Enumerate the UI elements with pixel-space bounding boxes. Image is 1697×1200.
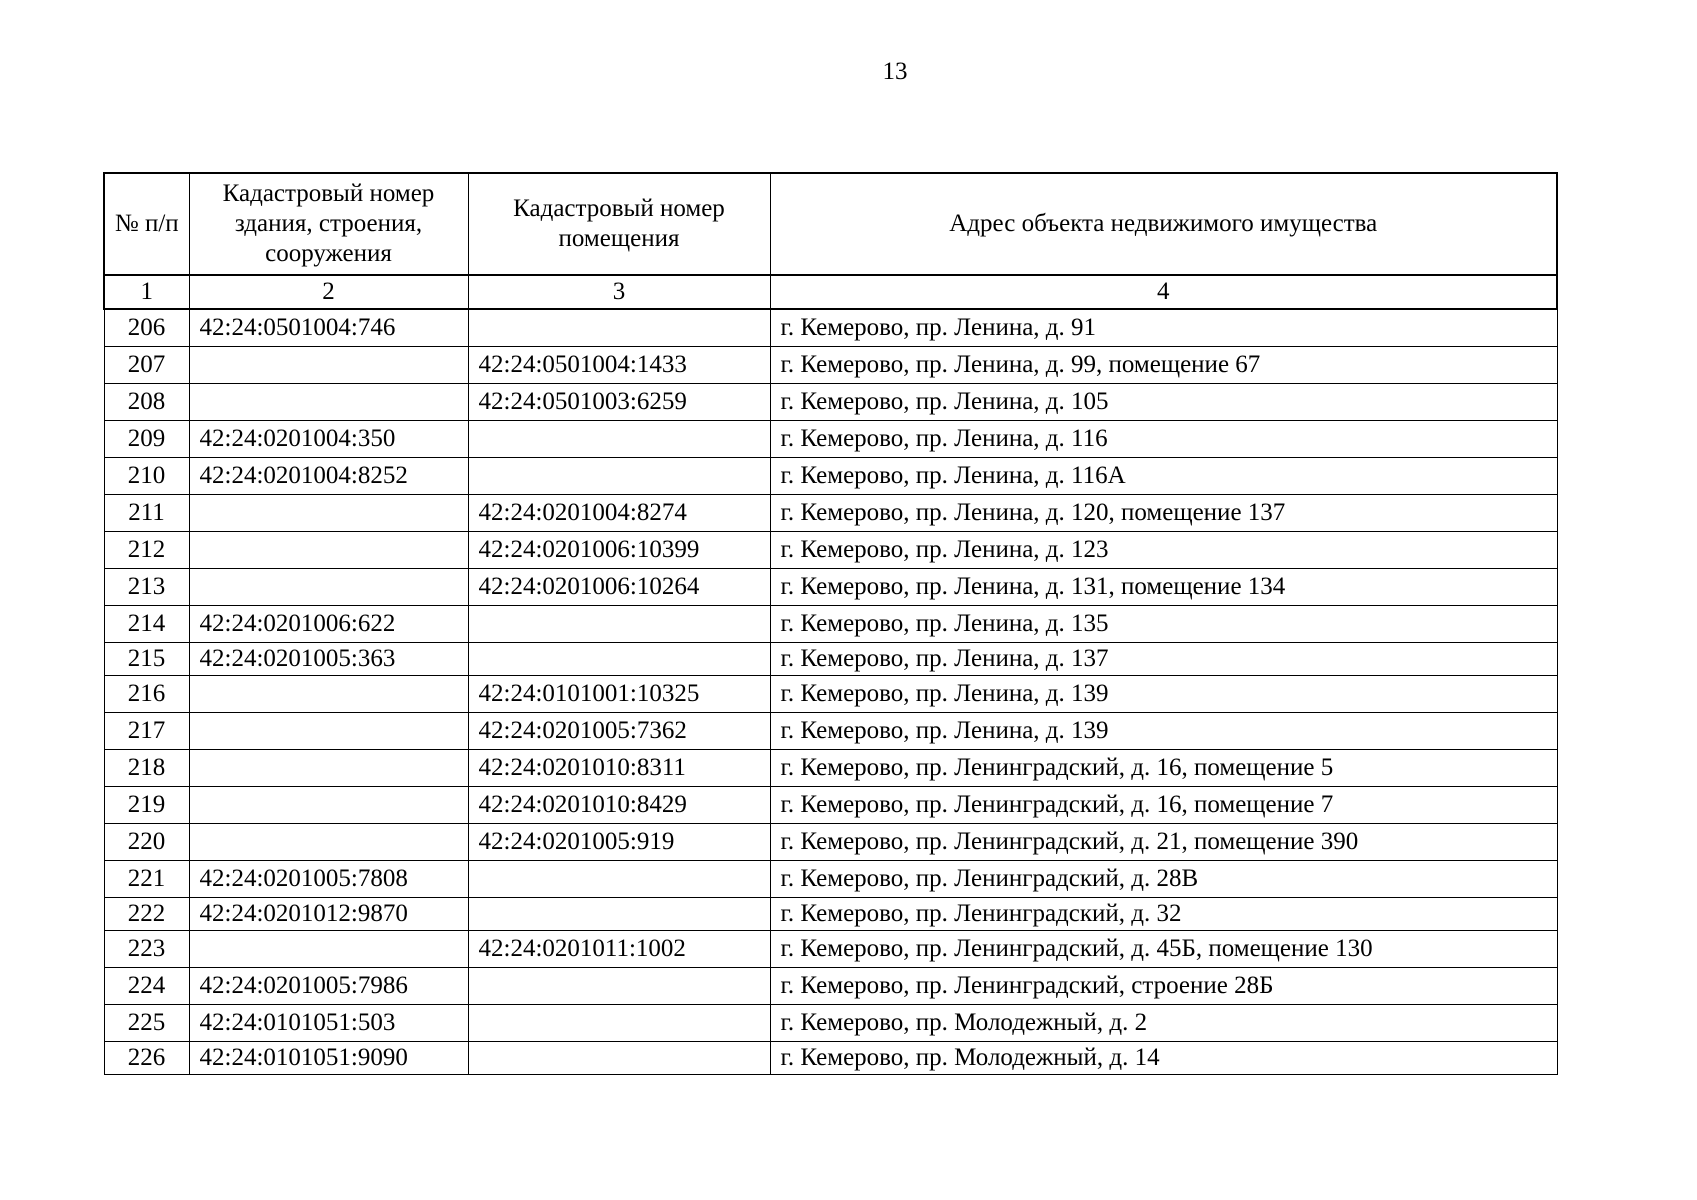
building-cadastral-cell: 42:24:0201012:9870 [189,898,468,931]
building-cadastral-cell [189,532,468,569]
table-row [104,713,1557,750]
building-cadastral-cell: 42:24:0201005:363 [189,643,468,676]
row-number-cell: 211 [104,495,189,532]
table-row [104,787,1557,824]
row-number-cell: 213 [104,569,189,606]
building-cadastral-cell [189,347,468,384]
row-number-cell: 221 [104,861,189,898]
table-row [104,824,1557,861]
property-registry-table [103,172,1558,1075]
address-cell: г. Кемерово, пр. Ленина, д. 137 [770,643,1557,676]
address-cell: г. Кемерово, пр. Ленина, д. 120, помещение 137 [770,495,1557,532]
row-number-cell: 212 [104,532,189,569]
row-number-cell: 207 [104,347,189,384]
premises-cadastral-cell: 42:24:0501003:6259 [468,384,770,421]
address-cell: г. Кемерово, пр. Ленина, д. 139 [770,676,1557,713]
premises-cadastral-cell: 42:24:0201004:8274 [468,495,770,532]
building-cadastral-cell: 42:24:0201005:7808 [189,861,468,898]
table-row [104,1042,1557,1075]
premises-cadastral-cell [468,309,770,347]
row-number-cell: 208 [104,384,189,421]
building-cadastral-cell [189,931,468,968]
table-row [104,931,1557,968]
address-cell: г. Кемерово, пр. Ленина, д. 131, помещение 134 [770,569,1557,606]
building-cadastral-cell: 42:24:0201004:8252 [189,458,468,495]
address-cell: г. Кемерово, пр. Ленина, д. 116А [770,458,1557,495]
premises-cadastral-cell [468,643,770,676]
header-building-cadastral: Кадастровый номер здания, строения, сооружения [189,173,468,275]
row-number-cell: 214 [104,606,189,643]
premises-cadastral-cell: 42:24:0201005:919 [468,824,770,861]
header-number: № п/п [104,173,189,275]
building-cadastral-cell: 42:24:0201004:350 [189,421,468,458]
building-cadastral-cell: 42:24:0101051:9090 [189,1042,468,1075]
table-row [104,309,1557,347]
building-cadastral-cell: 42:24:0101051:503 [189,1005,468,1042]
row-number-cell: 215 [104,643,189,676]
building-cadastral-cell [189,495,468,532]
premises-cadastral-cell: 42:24:0201006:10264 [468,569,770,606]
address-cell: г. Кемерово, пр. Ленина, д. 123 [770,532,1557,569]
premises-cadastral-cell [468,458,770,495]
row-number-cell: 222 [104,898,189,931]
premises-cadastral-cell [468,861,770,898]
premises-cadastral-cell [468,968,770,1005]
premises-cadastral-cell [468,898,770,931]
building-cadastral-cell: 42:24:0501004:746 [189,309,468,347]
building-cadastral-cell [189,713,468,750]
row-number-cell: 206 [104,309,189,347]
table-row [104,495,1557,532]
address-cell: г. Кемерово, пр. Ленинградский, д. 16, помещение 5 [770,750,1557,787]
row-number-cell: 209 [104,421,189,458]
building-cadastral-cell [189,824,468,861]
table-row [104,750,1557,787]
premises-cadastral-cell: 42:24:0201006:10399 [468,532,770,569]
address-cell: г. Кемерово, пр. Ленинградский, строение 28Б [770,968,1557,1005]
building-cadastral-cell [189,569,468,606]
table-row [104,676,1557,713]
table-body [104,309,1557,1075]
building-cadastral-cell: 42:24:0201006:622 [189,606,468,643]
building-cadastral-cell: 42:24:0201005:7986 [189,968,468,1005]
building-cadastral-cell [189,750,468,787]
row-number-cell: 219 [104,787,189,824]
column-number: 4 [770,275,1557,309]
page-number: 13 [882,58,908,85]
premises-cadastral-cell: 42:24:0201010:8311 [468,750,770,787]
row-number-cell: 216 [104,676,189,713]
premises-cadastral-cell: 42:24:0501004:1433 [468,347,770,384]
table-row [104,458,1557,495]
table-row [104,898,1557,931]
row-number-cell: 225 [104,1005,189,1042]
building-cadastral-cell [189,787,468,824]
premises-cadastral-cell [468,1005,770,1042]
premises-cadastral-cell: 42:24:0201011:1002 [468,931,770,968]
table-row [104,1005,1557,1042]
column-number: 3 [468,275,770,309]
table-row [104,421,1557,458]
premises-cadastral-cell [468,421,770,458]
address-cell: г. Кемерово, пр. Ленина, д. 139 [770,713,1557,750]
address-cell: г. Кемерово, пр. Ленинградский, д. 21, помещение 390 [770,824,1557,861]
address-cell: г. Кемерово, пр. Молодежный, д. 14 [770,1042,1557,1075]
table-row [104,384,1557,421]
premises-cadastral-cell [468,606,770,643]
premises-cadastral-cell [468,1042,770,1075]
row-number-cell: 217 [104,713,189,750]
table-row [104,968,1557,1005]
row-number-cell: 223 [104,931,189,968]
row-number-cell: 210 [104,458,189,495]
table-row [104,643,1557,676]
address-cell: г. Кемерово, пр. Ленинградский, д. 32 [770,898,1557,931]
row-number-cell: 218 [104,750,189,787]
table-row [104,347,1557,384]
address-cell: г. Кемерово, пр. Молодежный, д. 2 [770,1005,1557,1042]
column-number: 2 [189,275,468,309]
address-cell: г. Кемерово, пр. Ленина, д. 99, помещение 67 [770,347,1557,384]
address-cell: г. Кемерово, пр. Ленина, д. 105 [770,384,1557,421]
premises-cadastral-cell: 42:24:0101001:10325 [468,676,770,713]
header-premises-cadastral: Кадастровый номер помещения [468,173,770,275]
building-cadastral-cell [189,384,468,421]
table-row [104,861,1557,898]
address-cell: г. Кемерово, пр. Ленина, д. 91 [770,309,1557,347]
header-address: Адрес объекта недвижимого имущества [770,173,1557,275]
row-number-cell: 220 [104,824,189,861]
address-cell: г. Кемерово, пр. Ленина, д. 135 [770,606,1557,643]
table-row [104,532,1557,569]
row-number-cell: 224 [104,968,189,1005]
address-cell: г. Кемерово, пр. Ленинградский, д. 28В [770,861,1557,898]
premises-cadastral-cell: 42:24:0201005:7362 [468,713,770,750]
table-row [104,606,1557,643]
table-header-row [104,173,1557,275]
building-cadastral-cell [189,676,468,713]
address-cell: г. Кемерово, пр. Ленинградский, д. 45Б, помещение 130 [770,931,1557,968]
column-number-row [104,275,1557,309]
row-number-cell: 226 [104,1042,189,1075]
table-row [104,569,1557,606]
column-number: 1 [104,275,189,309]
address-cell: г. Кемерово, пр. Ленинградский, д. 16, помещение 7 [770,787,1557,824]
premises-cadastral-cell: 42:24:0201010:8429 [468,787,770,824]
address-cell: г. Кемерово, пр. Ленина, д. 116 [770,421,1557,458]
